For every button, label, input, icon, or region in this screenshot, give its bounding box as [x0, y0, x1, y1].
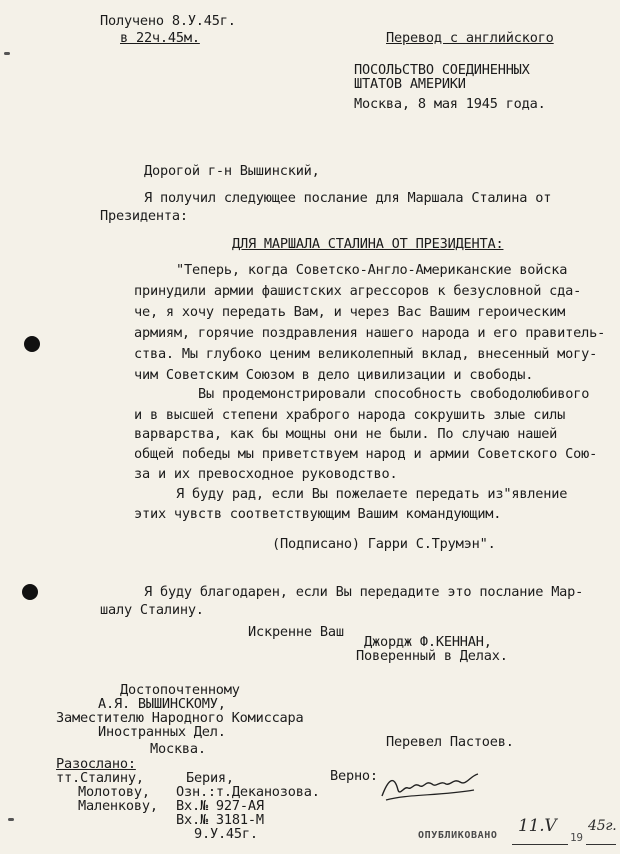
message-heading: ДЛЯ МАРШАЛА СТАЛИНА ОТ ПРЕЗИДЕНТА:: [232, 236, 504, 252]
published-year-prefix: 19: [570, 831, 583, 844]
paper-speck: [4, 52, 10, 55]
verified-label: Верно:: [330, 768, 378, 784]
received-line-2: в 22ч.45м.: [120, 30, 200, 46]
message-line: Вы продемонстрировали способность свободолюбивого: [198, 386, 590, 402]
sincerely: Искренне Ваш: [248, 624, 344, 640]
addressee-line-2: А.Я. ВЫШИНСКОМУ,: [98, 696, 226, 712]
published-underline: [512, 844, 568, 845]
message-line: принудили армии фашистских агрессоров к безусловной сда-: [134, 283, 582, 299]
incoming-number: Вх.№ 3181-М: [176, 812, 264, 828]
addressee-line-3: Заместителю Народного Комиссара: [56, 710, 304, 726]
distribution-date: 9.У.45г.: [194, 826, 258, 842]
distribution-recipient: Молотову,: [78, 784, 150, 800]
distribution-recipient: тт.Сталину,: [56, 770, 144, 786]
message-line: и в высшей степени храброго народа сокрушить злые силы: [134, 407, 566, 423]
closing-request-line-2: шалу Сталину.: [100, 602, 204, 618]
distribution-note: Озн.:т.Деканозова.: [176, 784, 320, 800]
signed-line: (Подписано) Гарри С.Трумэн".: [272, 536, 496, 552]
message-line: варварства, как бы мощны они не были. По случаю нашей: [134, 426, 558, 442]
addressee-line-1: Достопочтенному: [120, 682, 240, 698]
distribution-recipient: Берия,: [186, 770, 234, 786]
published-year-suffix: 45г.: [588, 818, 617, 834]
handwritten-signature: [378, 766, 482, 808]
embassy-line-2: ШТАТОВ АМЕРИКИ: [354, 76, 466, 92]
addressee-line-4: Иностранных Дел.: [98, 724, 226, 740]
addressee-line-5: Москва.: [150, 741, 206, 757]
distribution-recipient: Маленкову,: [78, 798, 158, 814]
translation-note: Перевод с английского: [386, 30, 554, 46]
distribution-heading: Разослано:: [56, 756, 136, 772]
message-line: армиям, горячие поздравления нашего народа и его правитель-: [134, 325, 606, 341]
sender-title: Поверенный в Делах.: [356, 648, 508, 664]
message-line: этих чувств соответствующим Вашим командующим.: [134, 506, 502, 522]
incoming-number: Вх.№ 927-АЯ: [176, 798, 264, 814]
message-line: Я буду рад, если Вы пожелаете передать из"явление: [176, 486, 568, 502]
published-handwritten-date: 11.V: [518, 816, 557, 836]
salutation: Дорогой г-н Вышинский,: [144, 163, 320, 179]
intro-line-2: Президента:: [100, 208, 188, 224]
embassy-line-1: ПОСОЛЬСТВО СОЕДИНЕННЫХ: [354, 62, 530, 78]
binder-hole-bottom: [22, 584, 38, 600]
published-underline: [586, 844, 616, 845]
message-line: за и их превосходное руководство.: [134, 466, 398, 482]
closing-request-line-1: Я буду благодарен, если Вы передадите это послание Мар-: [144, 584, 584, 600]
message-line: че, я хочу передать Вам, и через Вас Вашим героическим: [134, 304, 566, 320]
binder-hole-top: [24, 336, 40, 352]
published-label: ОПУБЛИКОВАНО: [418, 830, 498, 841]
message-line: чим Советским Союзом в дело цивилизации и свободы.: [134, 367, 534, 383]
received-line-1: Получено 8.У.45г.: [100, 13, 236, 29]
message-line: ства. Мы глубоко ценим великолепный вклад, внесенный могу-: [134, 346, 598, 362]
translator: Перевел Пастоев.: [386, 734, 514, 750]
intro-line-1: Я получил следующее послание для Маршала Сталина от: [144, 190, 552, 206]
place-date: Москва, 8 мая 1945 года.: [354, 96, 546, 112]
paper-speck: [8, 818, 14, 821]
message-line: общей победы мы приветствуем народ и армии Советского Сою-: [134, 446, 598, 462]
message-line: "Теперь, когда Советско-Англо-Американские войска: [176, 262, 568, 278]
sender-name: Джордж Ф.КЕННАН,: [364, 634, 492, 650]
